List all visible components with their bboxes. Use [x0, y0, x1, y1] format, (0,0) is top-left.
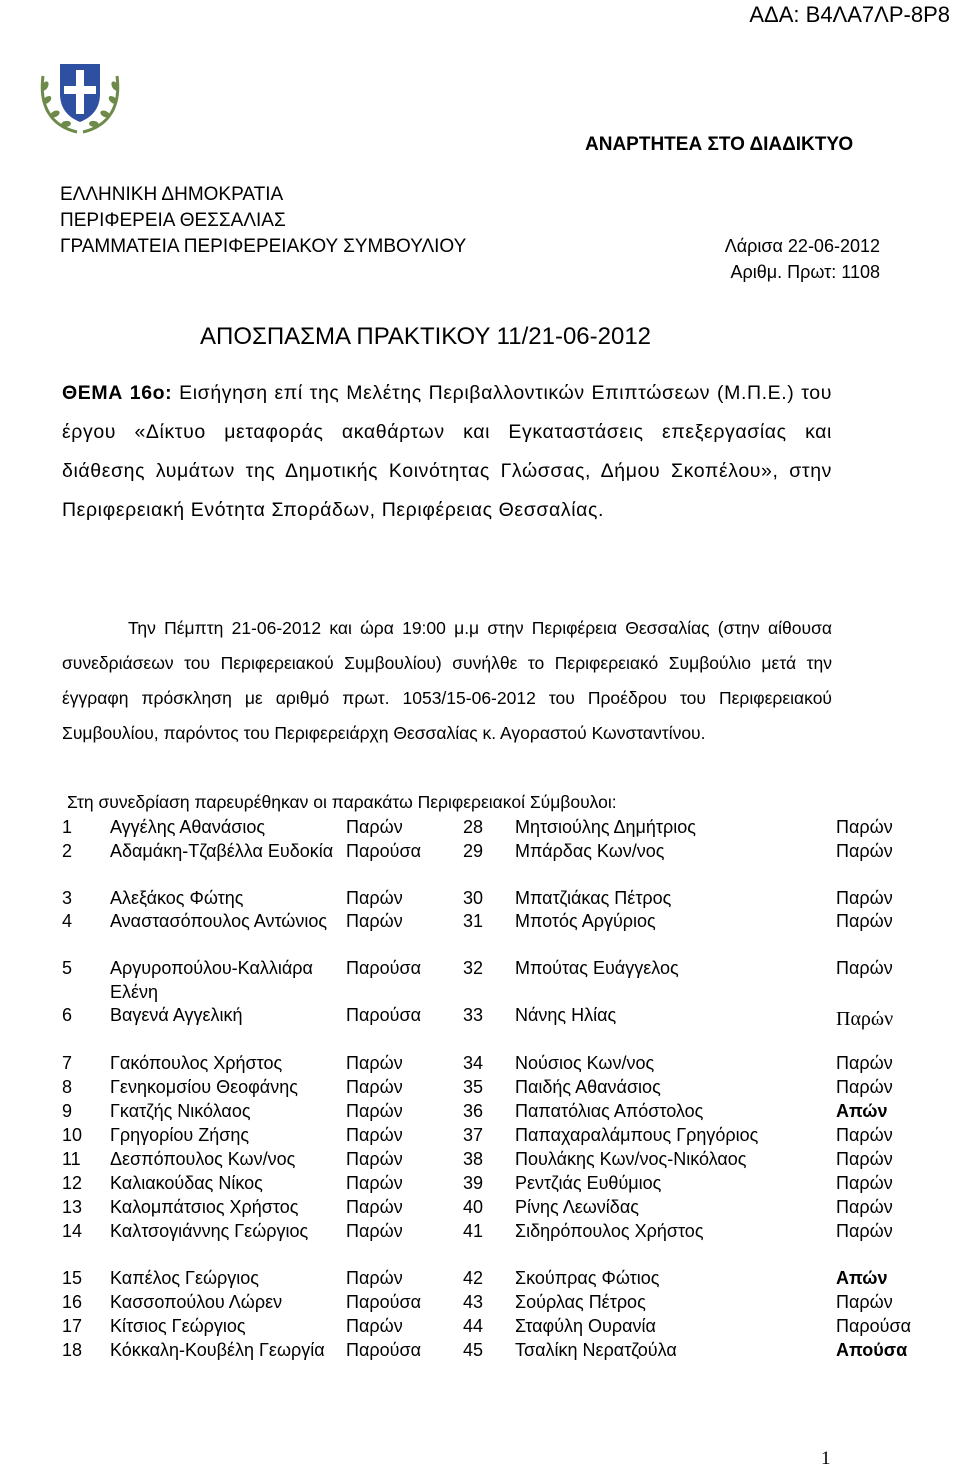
member-number: 29: [463, 841, 484, 861]
member-number: 31: [463, 911, 484, 931]
member-name: Κασσοπούλου Λώρεν: [110, 1292, 283, 1312]
subject-paragraph: [62, 374, 832, 530]
page-number: 1: [821, 1448, 831, 1469]
member-name: Καλτσογιάννης Γεώργιος: [110, 1221, 309, 1241]
member-name: Γενηκομσίου Θεοφάνης: [110, 1077, 298, 1097]
body-text: Την Πέμπτη 21-06-2012 και ώρα 19:00 μ.μ στην Περιφέρεια Θεσσαλίας (στην αίθουσα συνεδριάσεων του Περιφερειακού Συμβουλίου) συνήλθε το Περιφερειακό Συμβούλιο μετά την έγγραφη πρόσκληση με αριθμό πρωτ. 1053/15-06-2012 του Προέδρου του Περιφερειακού Συμβουλίου, παρόντος του Περιφερειάρχη Θεσσαλίας κ. Αγοραστού Κωνσταντίνου.: [62, 618, 832, 743]
member-name: Παπαχαραλάμπους Γρηγόριος: [515, 1125, 759, 1145]
member-status: Παρών: [836, 1125, 893, 1145]
attendance-row: [0, 1338, 960, 1386]
member-name: Μπούτας Ευάγγελος: [515, 958, 679, 978]
issuer-block: [60, 182, 466, 260]
member-status: Παρών: [836, 1008, 894, 1030]
member-name: Μποτός Αργύριος: [515, 911, 656, 931]
body-paragraph: [62, 611, 832, 751]
member-name: Σούρλας Πέτρος: [515, 1292, 646, 1312]
member-name: Πουλάκης Κων/νος-Νικόλαος: [515, 1149, 747, 1169]
member-name: Γρηγορίου Ζήσης: [110, 1125, 250, 1145]
member-name: Αλεξάκος Φώτης: [110, 888, 244, 908]
member-name: Μητσιούλης Δημήτριος: [515, 817, 696, 837]
member-status: Παρών: [836, 1077, 893, 1097]
member-number: 44: [463, 1316, 484, 1336]
member-name: Κόκκαλη-Κουβέλη Γεωργία: [110, 1340, 325, 1360]
member-number: 34: [463, 1053, 484, 1073]
member-status: Παρών: [836, 1149, 893, 1169]
attendance-row: [0, 1219, 960, 1267]
member-number: 33: [463, 1005, 484, 1025]
issuer-line: ΠΕΡΙΦΕΡΕΙΑ ΘΕΣΣΑΛΙΑΣ: [60, 210, 286, 231]
member-number: 2: [62, 841, 73, 861]
member-number: 1: [62, 817, 73, 837]
member-name: Κίτσιος Γεώργιος: [110, 1316, 246, 1336]
attendance-row: [0, 1003, 960, 1051]
member-number: 42: [463, 1268, 484, 1288]
member-number: 45: [463, 1340, 484, 1360]
member-name: Αγγέλης Αθανάσιος: [110, 817, 266, 837]
member-name: Αργυροπούλου-Καλλιάρα Ελένη: [110, 958, 313, 1002]
attendance-intro: Στη συνεδρίαση παρευρέθηκαν οι παρακάτω Περιφερειακοί Σύμβουλοι:: [67, 792, 617, 812]
member-name: Σκούπρας Φώτιος: [515, 1268, 660, 1288]
place-date-block: [725, 233, 880, 285]
ada-code: ΑΔΑ: Β4ΛΑ7ΛΡ-8Ρ8: [749, 2, 950, 27]
member-name: Μπατζιάκας Πέτρος: [515, 888, 672, 908]
member-status: Παρούσα: [346, 1340, 422, 1360]
subject-text: Εισήγηση επί της Μελέτης Περιβαλλοντικών Επιπτώσεων (Μ.Π.Ε.) του έργου «Δίκτυο μεταφοράς ακαθάρτων και Εγκαταστάσεις επεξεργασίας και διάθεσης λυμάτων της Δημοτικής Κοινότητας Γλώσσας, Δήμου Σκοπέλου», στην Περιφερειακή Ενότητα Σποράδων, Περιφέρειας Θεσσαλίας.: [62, 382, 832, 521]
member-number: 16: [62, 1292, 83, 1312]
member-number: 40: [463, 1197, 484, 1217]
member-number: 4: [62, 911, 73, 931]
issuer-line: ΓΡΑΜΜΑΤΕΙΑ ΠΕΡΙΦΕΡΕΙΑΚΟΥ ΣΥΜΒΟΥΛΙΟΥ: [60, 236, 467, 257]
member-name: Δεσπόπουλος Κων/νος: [110, 1149, 296, 1169]
member-status: Παρών: [346, 1268, 403, 1288]
member-status: Παρούσα: [346, 1292, 422, 1312]
member-status: Παρών: [346, 888, 403, 908]
member-number: 3: [62, 888, 73, 908]
member-status: Παρών: [346, 1173, 403, 1193]
member-number: 18: [62, 1340, 83, 1360]
member-number: 5: [62, 958, 73, 978]
member-status: Απών: [836, 1268, 888, 1288]
member-name: Παπατόλιας Απόστολος: [515, 1101, 704, 1121]
member-status: Παρών: [836, 817, 893, 837]
member-status: Απών: [836, 1101, 888, 1121]
member-number: 11: [62, 1149, 81, 1169]
greek-coat-of-arms-icon: [33, 56, 127, 136]
member-number: 35: [463, 1077, 484, 1097]
issuer-line: ΕΛΛΗΝΙΚΗ ΔΗΜΟΚΡΑΤΙΑ: [60, 184, 284, 205]
extract-title: ΑΠΟΣΠΑΣΜΑ ΠΡΑΚΤΙΚΟΥ 11/21-06-2012: [200, 323, 652, 350]
member-number: 12: [62, 1173, 83, 1193]
member-status: Παρών: [346, 1077, 403, 1097]
member-number: 8: [62, 1077, 73, 1097]
member-status: Παρών: [836, 911, 893, 931]
member-number: 43: [463, 1292, 484, 1312]
posted-notice: ΑΝΑΡΤΗΤΕΑ ΣΤΟ ΔΙΑΔΙΚΤΥΟ: [585, 134, 854, 155]
member-number: 7: [62, 1053, 73, 1073]
member-status: Απούσα: [836, 1340, 908, 1360]
member-status: Παρών: [836, 841, 893, 861]
member-status: Παρών: [346, 1053, 403, 1073]
member-name: Γκατζής Νικόλαος: [110, 1101, 251, 1121]
member-number: 39: [463, 1173, 484, 1193]
member-number: 9: [62, 1101, 73, 1121]
member-status: Παρούσα: [836, 1316, 912, 1336]
member-status: Παρών: [836, 888, 893, 908]
member-number: 13: [62, 1197, 83, 1217]
member-number: 32: [463, 958, 484, 978]
member-status: Παρών: [346, 1149, 403, 1169]
member-number: 28: [463, 817, 484, 837]
member-number: 38: [463, 1149, 484, 1169]
member-number: 41: [463, 1221, 484, 1241]
member-number: 6: [62, 1005, 73, 1025]
member-name: Παιδής Αθανάσιος: [515, 1077, 661, 1097]
member-status: Παρούσα: [346, 1005, 422, 1025]
member-status: Παρών: [836, 1221, 893, 1241]
member-status: Παρών: [836, 1053, 893, 1073]
member-number: 15: [62, 1268, 83, 1288]
attendance-row: [0, 956, 960, 1004]
attendance-row: [0, 909, 960, 957]
member-name: Σταφύλη Ουρανία: [515, 1316, 656, 1336]
member-status: Παρών: [346, 911, 403, 931]
member-status: Παρούσα: [346, 841, 422, 861]
member-name: Σιδηρόπουλος Χρήστος: [515, 1221, 704, 1241]
subject-label: ΘΕΜΑ 16ο:: [62, 382, 173, 404]
member-status: Παρών: [346, 1125, 403, 1145]
member-name: Γακόπουλος Χρήστος: [110, 1053, 283, 1073]
member-name: Νάνης Ηλίας: [515, 1005, 617, 1025]
member-status: Παρών: [836, 958, 893, 978]
member-name: Νούσιος Κων/νος: [515, 1053, 655, 1073]
member-status: Παρών: [346, 817, 403, 837]
member-number: 36: [463, 1101, 484, 1121]
protocol-number: Αριθμ. Πρωτ: 1108: [730, 262, 880, 282]
member-status: Παρών: [346, 1101, 403, 1121]
member-name: Ρεντζιάς Ευθύμιος: [515, 1173, 662, 1193]
member-status: Παρών: [836, 1173, 893, 1193]
member-name: Βαγενά Αγγελική: [110, 1005, 243, 1025]
member-number: 14: [62, 1221, 83, 1241]
member-number: 17: [62, 1316, 83, 1336]
member-status: Παρών: [836, 1197, 893, 1217]
member-status: Παρών: [836, 1292, 893, 1312]
member-name: Καπέλος Γεώργιος: [110, 1268, 259, 1288]
member-status: Παρών: [346, 1197, 403, 1217]
member-number: 30: [463, 888, 484, 908]
attendance-row: [0, 839, 960, 887]
member-name: Τσαλίκη Νερατζούλα: [515, 1340, 677, 1360]
member-status: Παρών: [346, 1221, 403, 1241]
member-number: 37: [463, 1125, 484, 1145]
member-name: Αδαμάκη-Τζαβέλλα Ευδοκία: [110, 841, 334, 861]
member-status: Παρούσα: [346, 958, 422, 978]
place-date: Λάρισα 22-06-2012: [724, 236, 880, 256]
member-name: Καλιακούδας Νίκος: [110, 1173, 263, 1193]
member-name: Ρίνης Λεωνίδας: [515, 1197, 639, 1217]
member-name: Αναστασόπουλος Αντώνιος: [110, 911, 328, 931]
member-status: Παρών: [346, 1316, 403, 1336]
member-name: Καλομπάτσιος Χρήστος: [110, 1197, 299, 1217]
member-number: 10: [62, 1125, 83, 1145]
member-name: Μπάρδας Κων/νος: [515, 841, 665, 861]
